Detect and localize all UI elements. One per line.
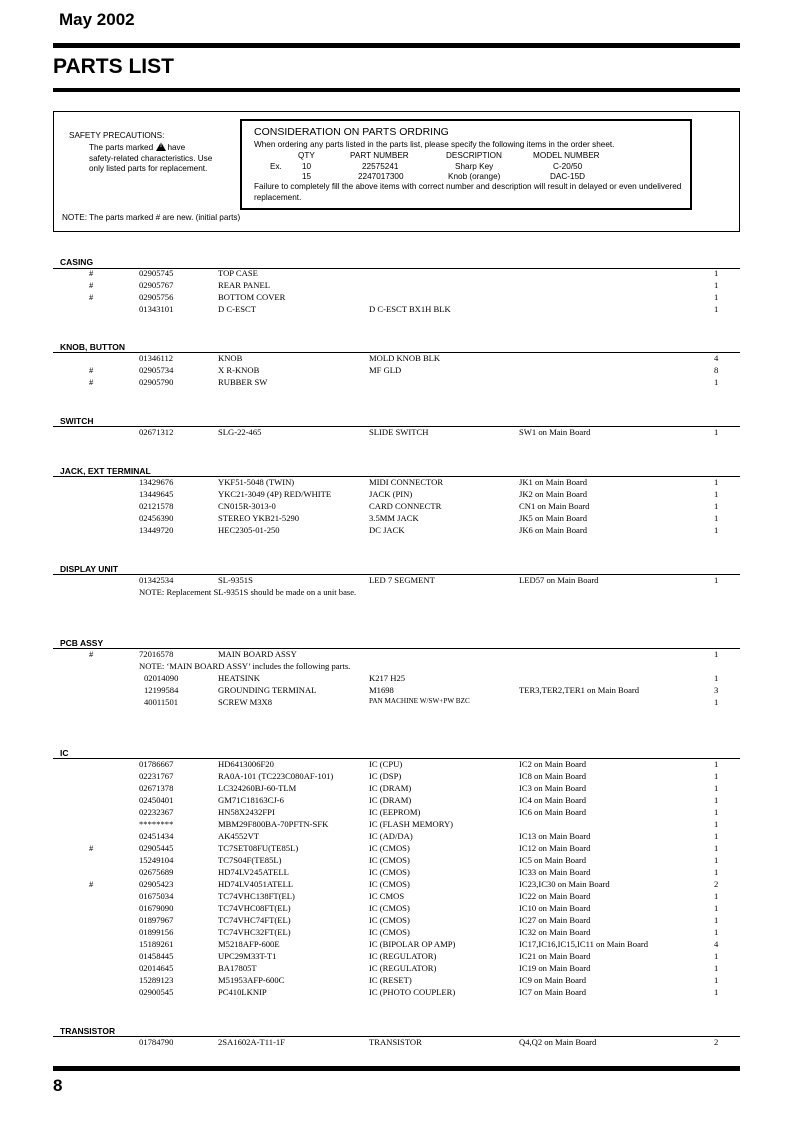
part-quantity: 1: [714, 903, 719, 913]
part-description: PC410LKNIP: [218, 987, 267, 997]
part-description: HD74LV4051ATELL: [218, 879, 294, 889]
part-quantity: 1: [714, 759, 719, 769]
part-number: 02671378: [139, 783, 174, 793]
order-intro: When ordering any parts listed in the parts list, please specify the following items in the order sheet.: [254, 140, 615, 149]
section-title-transistor: TRANSISTOR: [60, 1026, 116, 1036]
part-location: IC13 on Main Board: [519, 831, 591, 841]
safety-line-1: [69, 142, 231, 154]
part-detail: IC (CMOS): [369, 915, 410, 925]
part-description: RA0A-101 (TC223C080AF-101): [218, 771, 334, 781]
part-quantity: 1: [714, 867, 719, 877]
part-number: 01899156: [139, 927, 174, 937]
part-quantity: 1: [714, 807, 719, 817]
table-row: [0, 975, 793, 987]
part-description: GROUNDING TERMINAL: [218, 685, 317, 695]
part-description: TC7SET08FU(TE85L): [218, 843, 299, 853]
part-detail: IC (BIPOLAR OP AMP): [369, 939, 456, 949]
part-number: 02450401: [139, 795, 174, 805]
part-detail: IC (CPU): [369, 759, 403, 769]
top-rule: [53, 43, 740, 48]
example-model: C-20/50: [553, 162, 583, 171]
part-detail: IC (PHOTO COUPLER): [369, 987, 456, 997]
part-location: IC17,IC16,IC15,IC11 on Main Board: [519, 939, 649, 949]
new-part-mark: #: [89, 843, 94, 853]
part-number: 12199584: [144, 685, 179, 695]
part-number: 01342534: [139, 575, 174, 585]
part-number: 15249104: [139, 855, 174, 865]
new-part-mark: #: [89, 649, 94, 659]
notice-box: [53, 111, 740, 232]
header-part-number: PART NUMBER: [350, 151, 409, 160]
part-quantity: 4: [714, 353, 719, 363]
part-number: 02456390: [139, 513, 174, 523]
table-row: [0, 807, 793, 819]
part-detail: K217 H25: [369, 673, 406, 683]
table-row: [0, 268, 793, 280]
section-title-knob: KNOB, BUTTON: [60, 342, 126, 352]
part-number: 01786667: [139, 759, 174, 769]
part-description: D C-ESCT: [218, 304, 256, 314]
part-number: 02232367: [139, 807, 174, 817]
example-part-number: 22575241: [362, 162, 399, 171]
part-number: 72016578: [139, 649, 174, 659]
part-detail: IC (CMOS): [369, 903, 410, 913]
part-quantity: 1: [714, 377, 719, 387]
part-description: HEATSINK: [218, 673, 261, 683]
table-row: [0, 365, 793, 377]
header-qty: QTY: [298, 151, 315, 160]
part-quantity: 4: [714, 939, 719, 949]
part-description: M51953AFP-600C: [218, 975, 285, 985]
table-row: [0, 649, 793, 661]
part-number: 02451434: [139, 831, 174, 841]
part-quantity: 1: [714, 915, 719, 925]
section-title-display: DISPLAY UNIT: [60, 564, 119, 574]
section-note: NOTE: ‘MAIN BOARD ASSY’ includes the following parts.: [139, 661, 351, 671]
part-description: TC74VHC138FT(EL): [218, 891, 295, 901]
part-description: MBM29F800BA-70PFTN-SFK: [218, 819, 329, 829]
part-number: 02121578: [139, 501, 174, 511]
section-title-pcb: PCB ASSY: [60, 638, 104, 648]
example-description: Sharp Key: [455, 162, 494, 171]
part-location: IC21 on Main Board: [519, 951, 591, 961]
part-description: UPC29M33T-T1: [218, 951, 277, 961]
section-title-jack: JACK, EXT TERMINAL: [60, 466, 151, 476]
part-detail: PAN MACHINE W/SW+PW BZC: [369, 697, 470, 705]
order-title: CONSIDERATION ON PARTS ORDRING: [254, 126, 449, 138]
part-number: 02675689: [139, 867, 174, 877]
part-location: IC32 on Main Board: [519, 927, 591, 937]
section-title-casing: CASING: [60, 257, 94, 267]
part-detail: MIDI CONNECTOR: [369, 477, 444, 487]
part-detail: IC CMOS: [369, 891, 405, 901]
part-detail: IC (CMOS): [369, 843, 410, 853]
part-location: IC23,IC30 on Main Board: [519, 879, 610, 889]
table-row: [0, 525, 793, 537]
part-detail: M1698: [369, 685, 394, 695]
part-description: CN015R-3013-0: [218, 501, 276, 511]
safety-line-2: safety-related characteristics. Use: [89, 153, 213, 163]
part-number: 01784790: [139, 1037, 174, 1047]
part-location: LED57 on Main Board: [519, 575, 599, 585]
part-location: TER3,TER2,TER1 on Main Board: [519, 685, 640, 695]
section-title-switch: SWITCH: [60, 416, 94, 426]
part-description: HD6413006F20: [218, 759, 274, 769]
part-detail: SLIDE SWITCH: [369, 427, 429, 437]
page-number: 8: [53, 1076, 63, 1095]
part-quantity: 1: [714, 927, 719, 937]
safety-line-3: only listed parts for replacement.: [89, 164, 208, 174]
part-description: RUBBER SW: [218, 377, 268, 387]
part-description: MAIN BOARD ASSY: [218, 649, 297, 659]
part-description: YKF51-5048 (TWIN): [218, 477, 295, 487]
part-number: 40011501: [144, 697, 179, 707]
part-number: 01458445: [139, 951, 174, 961]
part-quantity: 1: [714, 855, 719, 865]
part-number: 15189261: [139, 939, 174, 949]
part-description: YKC21-3049 (4P) RED/WHITE: [218, 489, 332, 499]
part-number: 02905445: [139, 843, 174, 853]
table-row: [0, 987, 793, 999]
table-row: [0, 831, 793, 843]
part-number: 15289123: [139, 975, 174, 985]
part-detail: MF GLD: [369, 365, 402, 375]
part-quantity: 1: [714, 477, 719, 487]
table-row: [0, 489, 793, 501]
part-description: REAR PANEL: [218, 280, 270, 290]
part-detail: IC (EEPROM): [369, 807, 421, 817]
part-detail: IC (FLASH MEMORY): [369, 819, 454, 829]
part-location: IC33 on Main Board: [519, 867, 591, 877]
table-row: [0, 280, 793, 292]
part-quantity: 2: [714, 879, 719, 889]
part-detail: IC (DSP): [369, 771, 402, 781]
table-row: [0, 915, 793, 927]
part-quantity: 1: [714, 427, 719, 437]
part-number: 01679090: [139, 903, 174, 913]
example-description: Knob (orange): [448, 172, 501, 181]
example-qty: 10: [302, 162, 312, 171]
table-row: [0, 939, 793, 951]
warning-triangle-icon: [156, 142, 166, 151]
example-model: DAC-15D: [550, 172, 586, 181]
order-consideration-box: [240, 119, 692, 210]
part-quantity: 1: [714, 575, 719, 585]
part-quantity: 1: [714, 489, 719, 499]
part-description: LC324260BJ-60-TLM: [218, 783, 297, 793]
part-quantity: 1: [714, 843, 719, 853]
table-row: [0, 903, 793, 915]
part-quantity: 1: [714, 771, 719, 781]
part-description: 2SA1602A-T11-1F: [218, 1037, 285, 1047]
part-detail: IC (REGULATOR): [369, 951, 437, 961]
table-row: [0, 783, 793, 795]
table-row: [0, 927, 793, 939]
part-quantity: 1: [714, 819, 719, 829]
section-title-ic: IC: [60, 748, 69, 758]
part-description: TC74VHC32FT(EL): [218, 927, 291, 937]
new-part-mark: #: [89, 377, 94, 387]
part-quantity: 1: [714, 304, 719, 314]
table-row: [0, 353, 793, 365]
part-description: TC7S04F(TE85L): [218, 855, 282, 865]
part-number: 02671312: [139, 427, 174, 437]
part-description: M5218AFP-600E: [218, 939, 280, 949]
part-quantity: 1: [714, 891, 719, 901]
part-number: ********: [139, 819, 174, 829]
part-location: IC2 on Main Board: [519, 759, 587, 769]
new-parts-note: NOTE: The parts marked # are new. (initial parts): [62, 213, 241, 222]
part-number: 13429676: [139, 477, 174, 487]
part-location: IC27 on Main Board: [519, 915, 591, 925]
header-model-number: MODEL NUMBER: [533, 151, 600, 160]
part-quantity: 1: [714, 525, 719, 535]
example-label: Ex.: [270, 162, 282, 171]
part-description: HN58X2432FPI: [218, 807, 275, 817]
table-row: [0, 575, 793, 587]
part-description: SLG-22-465: [218, 427, 262, 437]
part-description: SCREW M3X8: [218, 697, 273, 707]
table-row: [0, 759, 793, 771]
part-detail: IC (REGULATOR): [369, 963, 437, 973]
part-number: 02014090: [144, 673, 179, 683]
section-note: NOTE: Replacement SL-9351S should be made on a unit base.: [139, 587, 357, 597]
part-location: IC4 on Main Board: [519, 795, 587, 805]
table-row: [0, 292, 793, 304]
table-row: [0, 951, 793, 963]
part-quantity: 1: [714, 280, 719, 290]
part-quantity: 1: [714, 268, 719, 278]
table-row: [0, 963, 793, 975]
table-row: [0, 771, 793, 783]
part-quantity: 1: [714, 831, 719, 841]
new-part-mark: #: [89, 879, 94, 889]
new-part-mark: #: [89, 268, 94, 278]
part-description: STEREO YKB21-5290: [218, 513, 300, 523]
part-description: GM71C18163CJ-6: [218, 795, 284, 805]
part-description: SL-9351S: [218, 575, 253, 585]
part-number: 02905790: [139, 377, 174, 387]
part-quantity: 2: [714, 1037, 719, 1047]
part-detail: LED 7 SEGMENT: [369, 575, 435, 585]
table-row: [0, 843, 793, 855]
part-location: IC8 on Main Board: [519, 771, 587, 781]
table-row: [0, 891, 793, 903]
new-part-mark: #: [89, 292, 94, 302]
part-description: TC74VHC74FT(EL): [218, 915, 291, 925]
part-number: 02905745: [139, 268, 174, 278]
table-row: [0, 855, 793, 867]
part-quantity: 1: [714, 513, 719, 523]
part-description: AK4552VT: [218, 831, 260, 841]
part-quantity: 8: [714, 365, 719, 375]
part-detail: DC JACK: [369, 525, 405, 535]
part-detail: IC (DRAM): [369, 783, 412, 793]
part-detail: IC (DRAM): [369, 795, 412, 805]
safety-line-1b: have: [167, 142, 186, 152]
part-description: TOP CASE: [218, 268, 258, 278]
part-description: BA17805T: [218, 963, 257, 973]
header-description: DESCRIPTION: [446, 151, 502, 160]
part-location: IC19 on Main Board: [519, 963, 591, 973]
part-location: JK2 on Main Board: [519, 489, 588, 499]
table-row: [0, 867, 793, 879]
part-quantity: 1: [714, 697, 719, 707]
part-detail: D C-ESCT BX1H BLK: [369, 304, 451, 314]
safety-title: SAFETY PRECAUTIONS:: [69, 131, 165, 140]
part-detail: TRANSISTOR: [369, 1037, 422, 1047]
table-row: [0, 477, 793, 489]
table-row: [0, 685, 793, 697]
part-quantity: 1: [714, 951, 719, 961]
safety-line-1a: The parts marked: [89, 142, 154, 152]
part-detail: JACK (PIN): [369, 489, 413, 499]
part-number: 02900545: [139, 987, 174, 997]
part-quantity: 1: [714, 783, 719, 793]
part-description: BOTTOM COVER: [218, 292, 286, 302]
part-detail: IC (CMOS): [369, 867, 410, 877]
safety-precautions: [69, 131, 231, 175]
part-number: 13449720: [139, 525, 174, 535]
example-qty: 15: [302, 172, 312, 181]
part-quantity: 3: [714, 685, 719, 695]
part-number: 01343101: [139, 304, 174, 314]
part-location: IC3 on Main Board: [519, 783, 587, 793]
part-quantity: 1: [714, 292, 719, 302]
title-rule: [53, 88, 740, 92]
table-row: [0, 427, 793, 439]
table-row: [0, 879, 793, 891]
table-row: [0, 513, 793, 525]
order-headers: [242, 151, 690, 162]
part-number: 01675034: [139, 891, 174, 901]
part-number: 02014645: [139, 963, 174, 973]
part-quantity: 1: [714, 501, 719, 511]
table-row: [0, 377, 793, 389]
document-date: May 2002: [59, 10, 135, 29]
table-row: [0, 501, 793, 513]
part-detail: 3.5MM JACK: [369, 513, 419, 523]
part-description: HEC2305-01-250: [218, 525, 280, 535]
part-number: 02231767: [139, 771, 174, 781]
part-description: X R-KNOB: [218, 365, 260, 375]
table-row: [0, 673, 793, 685]
new-part-mark: #: [89, 365, 94, 375]
part-location: IC22 on Main Board: [519, 891, 591, 901]
table-row: [0, 304, 793, 316]
part-quantity: 1: [714, 963, 719, 973]
new-part-mark: #: [89, 280, 94, 290]
part-location: IC7 on Main Board: [519, 987, 587, 997]
part-quantity: 1: [714, 975, 719, 985]
part-location: IC12 on Main Board: [519, 843, 591, 853]
part-quantity: 1: [714, 673, 719, 683]
part-location: JK6 on Main Board: [519, 525, 588, 535]
part-detail: CARD CONNECTR: [369, 501, 442, 511]
part-quantity: 1: [714, 795, 719, 805]
part-location: IC6 on Main Board: [519, 807, 587, 817]
part-number: 01897967: [139, 915, 174, 925]
part-number: 13449645: [139, 489, 174, 499]
table-row: [0, 795, 793, 807]
part-detail: MOLD KNOB BLK: [369, 353, 441, 363]
part-location: IC5 on Main Board: [519, 855, 587, 865]
part-location: JK5 on Main Board: [519, 513, 588, 523]
part-detail: IC (AD/DA): [369, 831, 413, 841]
part-number: 02905734: [139, 365, 174, 375]
part-number: 02905767: [139, 280, 174, 290]
part-description: TC74VHC08FT(EL): [218, 903, 291, 913]
part-number: 01346112: [139, 353, 174, 363]
part-detail: IC (RESET): [369, 975, 412, 985]
part-location: IC10 on Main Board: [519, 903, 591, 913]
part-location: Q4,Q2 on Main Board: [519, 1037, 597, 1047]
part-detail: IC (CMOS): [369, 879, 410, 889]
page-title: PARTS LIST: [53, 55, 174, 78]
part-quantity: 1: [714, 649, 719, 659]
table-row: [0, 1037, 793, 1049]
example-part-number: 2247017300: [358, 172, 404, 181]
part-number: 02905756: [139, 292, 174, 302]
part-detail: IC (CMOS): [369, 855, 410, 865]
order-footnote: Failure to completely fill the above items with correct number and description will result in delayed or even undelivered replacement.: [254, 182, 682, 202]
bottom-rule: [53, 1066, 740, 1071]
part-location: SW1 on Main Board: [519, 427, 591, 437]
table-row: [0, 697, 793, 709]
part-quantity: 1: [714, 987, 719, 997]
part-location: JK1 on Main Board: [519, 477, 588, 487]
part-description: KNOB: [218, 353, 243, 363]
part-number: 02905423: [139, 879, 174, 889]
part-description: HD74LV245ATELL: [218, 867, 289, 877]
part-detail: IC (CMOS): [369, 927, 410, 937]
part-location: IC9 on Main Board: [519, 975, 587, 985]
part-location: CN1 on Main Board: [519, 501, 590, 511]
table-row: [0, 819, 793, 831]
